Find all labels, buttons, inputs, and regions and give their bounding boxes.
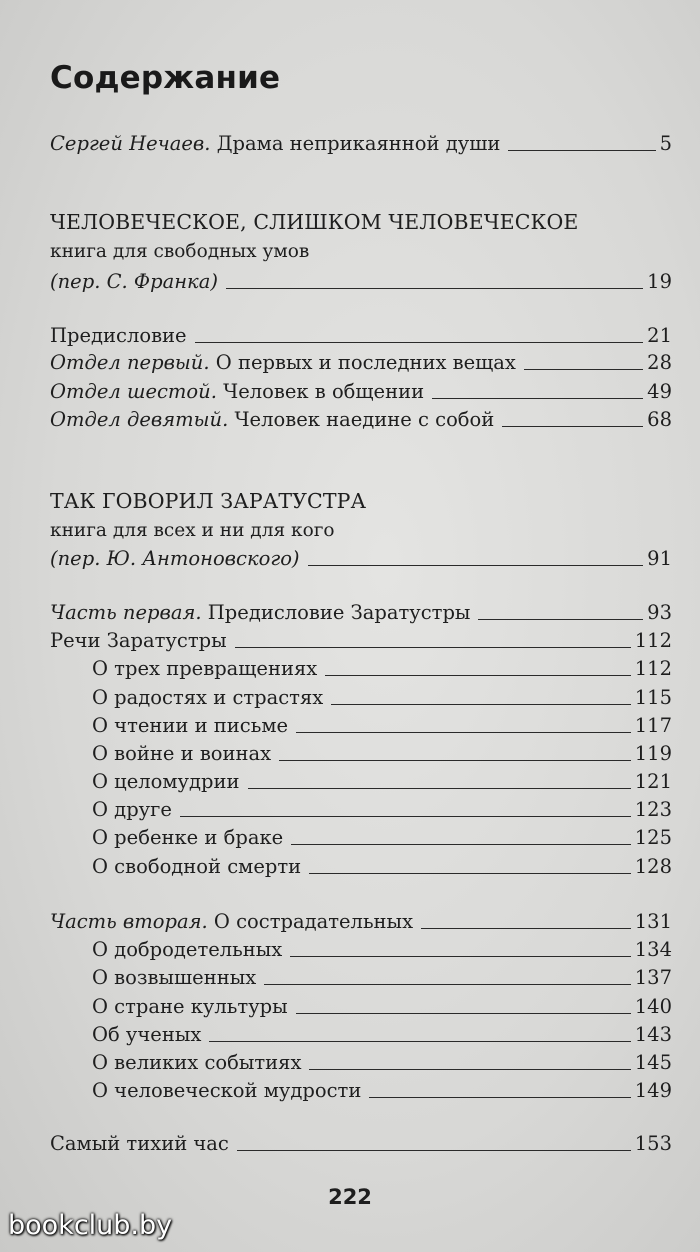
dot-leader [279, 760, 631, 761]
dot-leader [369, 1097, 630, 1098]
page-ref: 115 [634, 686, 672, 709]
toc-entry-book2-translator[interactable] [50, 543, 672, 571]
entry-label: О добродетельных [92, 938, 283, 961]
dot-leader [290, 956, 630, 957]
book1-title: ЧЕЛОВЕЧЕСКОЕ, СЛИШКОМ ЧЕЛОВЕЧЕСКОЕ [50, 210, 579, 234]
page-ref: 153 [634, 1132, 672, 1155]
entry-label [50, 324, 187, 348]
toc-subentry[interactable] [92, 822, 672, 850]
page-ref: 19 [647, 270, 672, 293]
entry-label: О человеческой мудрости [92, 1079, 362, 1102]
entry-title: О сострадательных [207, 910, 414, 933]
entry-italic: Отдел девятый. [50, 408, 229, 431]
entry-label [50, 132, 500, 156]
entry-italic: Часть первая. [50, 601, 202, 624]
page-ref: 143 [634, 1023, 672, 1046]
entry-label: О трех превращениях [92, 657, 318, 680]
dot-leader [325, 675, 631, 676]
page-ref: 123 [634, 798, 672, 821]
watermark: bookclub.by [8, 1210, 173, 1241]
entry-label [50, 351, 516, 375]
toc-subentry[interactable] [92, 962, 672, 990]
entry-title: О первых и последних вещах [209, 351, 516, 374]
dot-leader [264, 984, 631, 985]
toc-subentry[interactable] [92, 653, 672, 681]
dot-leader [421, 928, 631, 929]
entry-label: О ребенке и браке [92, 826, 284, 849]
entry-label: О чтении и письме [92, 714, 289, 737]
page-ref: 112 [634, 629, 672, 652]
page-ref: 21 [647, 324, 672, 347]
entry-label [50, 601, 470, 625]
page-ref: 28 [647, 351, 672, 374]
entry-title: Человек наедине с собой [228, 408, 495, 431]
book1-subtitle: книга для свободных умов [50, 241, 310, 262]
entry-label: Самый тихий час [50, 1132, 229, 1155]
entry-label: О радостях и страстях [92, 686, 324, 709]
dot-leader [248, 788, 631, 789]
page-ref: 131 [634, 910, 672, 933]
page-number: 222 [328, 1185, 372, 1209]
entry-label: О свободной смерти [92, 855, 302, 878]
book2-title: ТАК ГОВОРИЛ ЗАРАТУСТРА [50, 489, 367, 513]
dot-leader [296, 1013, 631, 1014]
dot-leader [508, 150, 655, 151]
toc-subentry[interactable] [92, 1047, 672, 1075]
dot-leader [237, 1150, 631, 1151]
entry-label: Речи Заратустры [50, 629, 227, 652]
dot-leader [432, 398, 643, 399]
toc-subentry[interactable] [92, 991, 672, 1019]
entry-label: О целомудрии [92, 770, 240, 793]
toc-subentry[interactable] [92, 794, 672, 822]
entry-italic: Отдел шестой. [50, 380, 217, 403]
book2-subtitle: книга для всех и ни для кого [50, 520, 335, 541]
entry-label: О великих событиях [92, 1051, 302, 1074]
toc-entry[interactable] [50, 376, 672, 404]
page-ref: 5 [659, 132, 672, 155]
entry-title: Предисловие [50, 324, 187, 347]
entry-label: Об ученых [92, 1023, 202, 1046]
toc-entry-quiet-hour[interactable] [50, 1128, 672, 1156]
toc-entry[interactable] [50, 347, 672, 375]
entry-title: Человек в общении [216, 380, 425, 403]
toc-entry-part1[interactable] [50, 597, 672, 625]
dot-leader [524, 369, 643, 370]
dot-leader [235, 647, 631, 648]
entry-label: О друге [92, 798, 172, 821]
toc-subentry[interactable] [92, 851, 672, 879]
toc-subentry[interactable] [92, 682, 672, 710]
toc-subentry[interactable] [92, 1019, 672, 1047]
page-title: Содержание [50, 60, 281, 96]
dot-leader [180, 816, 631, 817]
page-ref: 128 [634, 855, 672, 878]
page-ref: 134 [634, 938, 672, 961]
page-ref: 140 [634, 995, 672, 1018]
entry-label: О войне и воинах [92, 742, 272, 765]
entry-label [50, 910, 413, 934]
entry-label: (пер. С. Франка) [50, 270, 218, 293]
dot-leader [209, 1041, 630, 1042]
dot-leader [502, 426, 643, 427]
dot-leader [291, 844, 631, 845]
entry-label: (пер. Ю. Антоновского) [50, 547, 300, 570]
page-ref: 119 [634, 742, 672, 765]
page-ref: 149 [634, 1079, 672, 1102]
page-ref: 91 [647, 547, 672, 570]
entry-italic: Отдел первый. [50, 351, 210, 374]
page-ref: 137 [634, 966, 672, 989]
page-ref: 121 [634, 770, 672, 793]
dot-leader [331, 704, 630, 705]
page-ref: 49 [647, 380, 672, 403]
toc-subentry[interactable] [92, 710, 672, 738]
page-ref: 117 [634, 714, 672, 737]
entry-title: Предисловие Заратустры [201, 601, 471, 624]
entry-label [50, 380, 424, 404]
entry-title: Драма неприкаянной души [210, 132, 501, 155]
page-ref: 112 [634, 657, 672, 680]
toc-subentry[interactable] [92, 1075, 672, 1103]
page-ref: 93 [647, 601, 672, 624]
toc-entry-intro[interactable] [50, 128, 672, 156]
toc-entry-part2[interactable] [50, 906, 672, 934]
toc-entry-speeches[interactable] [50, 625, 672, 653]
dot-leader [308, 565, 644, 566]
dot-leader [296, 732, 631, 733]
dot-leader [309, 873, 631, 874]
toc-entry[interactable] [50, 320, 672, 348]
page-ref: 68 [647, 408, 672, 431]
entry-italic: Сергей Нечаев. [50, 132, 211, 155]
page-ref: 145 [634, 1051, 672, 1074]
toc-subentry[interactable] [92, 766, 672, 794]
dot-leader [195, 342, 644, 343]
page-ref: 125 [634, 826, 672, 849]
dot-leader [226, 288, 643, 289]
dot-leader [309, 1069, 630, 1070]
entry-label: О возвышенных [92, 966, 257, 989]
entry-label [50, 408, 494, 432]
toc-entry[interactable] [50, 404, 672, 432]
entry-italic: Часть вторая. [50, 910, 208, 933]
toc-subentry[interactable] [92, 738, 672, 766]
entry-label: О стране культуры [92, 995, 288, 1018]
toc-subentry[interactable] [92, 934, 672, 962]
dot-leader [478, 619, 643, 620]
toc-entry-book1-translator[interactable] [50, 266, 672, 294]
